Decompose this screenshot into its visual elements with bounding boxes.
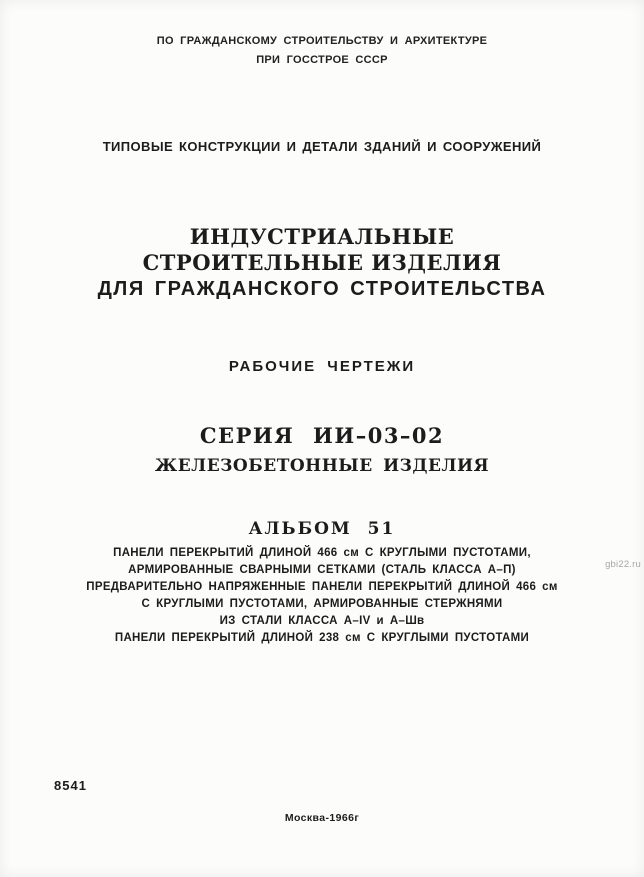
description-line: АРМИРОВАННЫЕ СВАРНЫМИ СЕТКАМИ (СТАЛЬ КЛАССА А–П) — [128, 564, 516, 576]
description-line: ПАНЕЛИ ПЕРЕКРЫТИЙ ДЛИНОЙ 466 см С КРУГЛЫМИ ПУСТОТАМИ, — [113, 547, 531, 559]
typical-structures-header: ТИПОВЫЕ КОНСТРУКЦИИ И ДЕТАЛИ ЗДАНИЙ И СООРУЖЕНИЙ — [102, 139, 542, 154]
series-category: ЖЕЛЕЗОБЕТОННЫЕ ИЗДЕЛИЯ — [154, 456, 490, 476]
album-description — [0, 545, 644, 647]
title-line-3: ДЛЯ ГРАЖДАНСКОГО СТРОИТЕЛЬСТВА — [97, 278, 547, 300]
title-line-1: ИНДУСТРИАЛЬНЫЕ — [189, 224, 455, 249]
album-number: АЛЬБОМ 51 — [248, 519, 396, 539]
title-line-2: СТРОИТЕЛЬНЫЕ ИЗДЕЛИЯ — [142, 250, 502, 275]
description-line: С КРУГЛЫМИ ПУСТОТАМИ, АРМИРОВАННЫЕ СТЕРЖНЯМИ — [141, 598, 503, 610]
series-code: СЕРИЯ ИИ–03–02 — [199, 423, 445, 448]
imprint-city-year: Москва-1966г — [284, 812, 360, 824]
description-line: ИЗ СТАЛИ КЛАССА А–IV и А–Шв — [219, 615, 425, 627]
document-number: 8541 — [54, 778, 87, 793]
description-line: ПРЕДВАРИТЕЛЬНО НАПРЯЖЕННЫЕ ПАНЕЛИ ПЕРЕКРЫТИЙ ДЛИНОЙ 466 см — [86, 581, 558, 593]
authority-line-2: ПРИ ГОССТРОЕ СССР — [256, 54, 388, 66]
working-drawings-subtitle: РАБОЧИЕ ЧЕРТЕЖИ — [228, 358, 416, 375]
authority-line-1: ПО ГРАЖДАНСКОМУ СТРОИТЕЛЬСТВУ И АРХИТЕКТУРЕ — [156, 35, 488, 47]
description-line: ПАНЕЛИ ПЕРЕКРЫТИЙ ДЛИНОЙ 238 см С КРУГЛЫМИ ПУСТОТАМИ — [114, 632, 530, 644]
document-title — [0, 224, 644, 302]
issuing-authority — [0, 32, 644, 70]
site-watermark: gbi22.ru — [605, 559, 641, 570]
